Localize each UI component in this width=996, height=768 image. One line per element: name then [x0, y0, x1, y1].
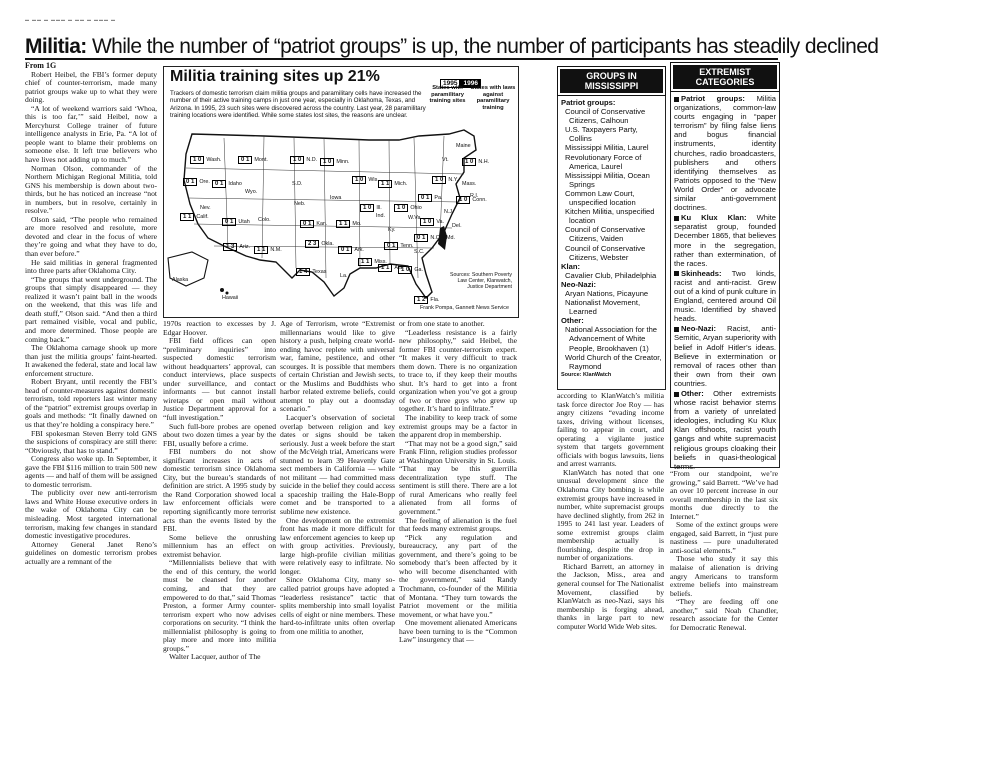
state-marker	[183, 170, 210, 188]
state-site-count: 1 1	[378, 264, 392, 272]
state-name: Ohio	[410, 205, 422, 211]
category-description: Two kinds, racist and anti-racist. Grew out of a kind of punk culture in England, centered around Oil music. Identified by shaved heads.	[674, 268, 776, 324]
state-name: W.Va.	[408, 215, 422, 221]
article-paragraph: “That may not be a good sign,” said Frank Flinn, religion studies professor at Washington University in St. Louis. “That may be this guerrilla decentralization type stuff. The sentiment is still there. There are a lot of rural Americans who really feel alienated from all forms of government.”	[399, 438, 517, 517]
bullet-square-icon	[674, 97, 679, 102]
state-marker	[414, 288, 439, 306]
article-paragraph: One movement alienated Americans have been turning to is the “Common Law” insurgency that —	[399, 618, 517, 645]
group-category-label: Neo-Nazi:	[561, 279, 597, 289]
group-item: World Church of the Creator, Raymond	[565, 352, 662, 371]
state-name: Ark.	[354, 247, 364, 253]
state-marker	[398, 258, 423, 276]
state-name: Wash.	[206, 157, 222, 163]
article-paragraph: Norman Olson, commander of the Northern Michigan Regional Militia, told GNS his membership is down about two-thirds, but he has noticed an increase “not in numbers, but in resolve, certainly in resolve.”	[25, 163, 157, 216]
article-paragraph: “From our standpoint, we’re growing,” said Barrett. “We’ve had an over 10 percent increase in our overall membership in the last six months due directly to the Internet.”	[670, 469, 778, 521]
article-column-1	[25, 62, 157, 566]
state-name: Ga.	[414, 267, 424, 273]
article-column-5	[557, 392, 664, 631]
bullet-square-icon	[674, 271, 679, 276]
state-site-count: 1 1	[378, 180, 392, 188]
state-site-count: 0 1	[222, 218, 236, 226]
state-marker	[384, 234, 414, 252]
state-marker	[352, 168, 379, 186]
article-paragraph: Walter Lacquer, author of The	[169, 652, 261, 662]
state-name: Ill.	[376, 205, 382, 211]
state-name: Mich.	[394, 181, 408, 187]
legend-laws: States with laws against paramilitary training	[470, 85, 516, 111]
state-name: Conn.	[472, 197, 487, 203]
group-item: Kitchen Militia, unspecified location	[565, 207, 655, 226]
state-marker	[212, 172, 242, 190]
state-name: Nev.	[200, 205, 211, 211]
group-item: Revolutionary Force of America, Laurel	[565, 152, 642, 171]
state-name: Ala.	[394, 265, 404, 271]
article-paragraph: “A lot of weekend warriors said ‘Whoa, this is too far,’” said Heibel, now a Mercyhurst College trainer of future intelligence analysts in Erie, Pa. “A lot of people want to blame their problems on someone else. It left true believers who have lives not adding up to much.”	[25, 103, 157, 165]
state-marker	[238, 148, 268, 166]
state-site-count: 0 1	[414, 234, 428, 242]
category-entry	[674, 269, 776, 324]
group-item: Mississippi Militia, Ocean Springs	[565, 170, 650, 189]
state-name: Kan.	[316, 221, 328, 227]
category-description: Racist, anti-Semitic, Aryan superiority with belief in Adolf Hitler’s ideas. Believe in extermination or removal of races other than their own from their own countries.	[674, 324, 776, 388]
article-paragraph: The inability to keep track of some extremist groups may be a factor in the apparent drop in membership.	[399, 413, 517, 440]
group-item: Cavalier Club, Philadelphia	[565, 270, 657, 280]
category-label: Ku Klux Klan:	[681, 213, 747, 223]
state-name: Wis.	[368, 177, 379, 183]
category-label: Other:	[681, 389, 704, 398]
state-marker	[330, 186, 341, 204]
group-item: Council of Conservative Citizens, Webster	[565, 243, 646, 262]
state-site-count: 1 0	[432, 176, 446, 184]
state-marker	[462, 150, 489, 168]
state-name: S.C.	[414, 249, 425, 255]
article-paragraph: according to KlanWatch’s militia task force director Joe Roy — has angry citizens “evading income taxes, driving without licenses, failing to appear in court, and operating a vigilante justice system that targets government officials with bogus lawsuits, liens and arrest warrants.	[557, 391, 664, 469]
state-site-count: 0 1	[418, 194, 432, 202]
state-site-count: 1 0	[462, 158, 476, 166]
article-column-2	[163, 320, 276, 662]
article-paragraph: The feeling of alienation is the fuel that feeds many extremist groups.	[399, 515, 517, 534]
mississippi-sidebar-title: GROUPS IN MISSISSIPPI	[558, 67, 665, 95]
group-item: U.S. Taxpayers Party, Collins	[565, 125, 638, 144]
map-credit: Frank Pompa, Gannett News Service	[420, 305, 509, 311]
state-site-count: 1 2	[414, 296, 428, 304]
state-name: N.H.	[478, 159, 490, 165]
state-site-count: 0 1	[212, 180, 226, 188]
state-name: N.C.	[430, 235, 442, 241]
state-name: Mont.	[254, 157, 268, 163]
mississippi-sidebar	[557, 66, 666, 390]
bullet-square-icon	[674, 392, 679, 397]
bullet-square-icon	[674, 216, 679, 221]
state-marker	[222, 286, 238, 304]
state-marker	[200, 196, 211, 214]
category-label: Skinheads:	[681, 268, 722, 278]
article-paragraph: “Leaderless resistance is a fairly new philosophy,” said Heibel, the former FBI counter-terrorism expert. “It makes it very difficult to track them down. There is no organization to trace to, if they keep their mouths shut. It’s hard to get into a front organization when you’ve got a group of two or three guys who grew up together. It’s hard to infiltrate.”	[399, 327, 517, 414]
state-site-count: 0 1	[183, 178, 197, 186]
state-name: Del.	[452, 223, 462, 229]
article-paragraph: KlanWatch has noted that one unusual development since the Oklahoma City bombing is while extremist groups have increased in number, white supremacist groups have declined slightly, from 262 in 1995 to 241 last year. Leaders of some extremist groups claim membership actually is flourishing, despite the drop in number of organizations.	[557, 467, 664, 563]
extremist-sidebar-title: EXTREMIST CATEGORIES	[671, 63, 779, 91]
legend-year-1995: 1995	[440, 79, 460, 88]
state-name: Md.	[446, 235, 455, 241]
state-site-count: 1 1	[358, 258, 372, 266]
article-paragraph: Robert Bryant, until recently the FBI’s head of counter-measures against domestic terrorism, told reporters last winter many of the “patriot” extremist groups overlap in goals and methods: “It finally dawned on us that they’re holding a conspiracy here.”	[25, 377, 157, 429]
article-paragraph: Robert Heibel, the FBI’s former deputy chief of counter-terrorism, made many patriot groups wake up to what they were doing.	[25, 69, 157, 105]
state-site-count: 1 0	[320, 158, 334, 166]
category-entry	[674, 324, 776, 388]
state-site-count: 2 3	[305, 240, 319, 248]
headline	[25, 35, 878, 59]
state-marker	[222, 210, 250, 228]
article-column-6	[670, 470, 778, 632]
state-marker	[432, 168, 458, 186]
article-paragraph: One development on the extremist front has made it more difficult for law enforcement agencies to keep up with group activities. Previously, large high-profile civilian militias were relatively easy to infiltrate. No longer.	[280, 515, 395, 576]
state-name: Mo.	[352, 221, 362, 227]
state-site-count: 1 1	[336, 220, 350, 228]
sidebar-source: Source: KlanWatch	[561, 371, 612, 378]
state-name: Minn.	[336, 159, 350, 165]
state-site-count: 1 0	[360, 204, 374, 212]
article-paragraph: Congress also woke up. In September, it gave the FBI $116 million to train 500 new agents — and half of them will be assigned to domestic terrorism.	[25, 454, 157, 489]
state-site-count: 1 0	[420, 218, 434, 226]
state-name: Idaho	[228, 181, 242, 187]
article-paragraph: FBI numbers do not show significant increases in acts of domestic terrorism since Oklahoma City, but the bureau’s standards of definition are strict. A 1995 study by the Rand Corporation showed local law enforcement officials were reporting significantly more terrorist acts than the events listed by the FBI.	[163, 447, 276, 534]
state-name: Maine	[456, 143, 471, 149]
headline-rule	[25, 58, 778, 60]
state-marker	[172, 268, 188, 286]
article-paragraph: Olson said, “The people who remained are more resolved and resolute, more devoted and clear in the focus of where they’re going and what they have to do, than ever before.”	[25, 214, 157, 259]
group-category-label: Patriot groups:	[561, 98, 616, 107]
state-name: Calif.	[196, 214, 209, 220]
map-title: Militia training sites up 21%	[170, 68, 380, 85]
state-name: N.D.	[306, 157, 318, 163]
state-marker	[446, 226, 455, 244]
state-marker	[290, 148, 317, 166]
state-marker	[408, 206, 422, 224]
map-source: Sources: Southern Poverty Law Center, Klanwatch, Justice Department	[450, 272, 512, 290]
state-name: N.Y.	[448, 177, 459, 183]
state-marker	[190, 148, 221, 166]
article-column-4	[399, 320, 517, 645]
group-item: Council of Conservative Citizens, Calhoun	[565, 107, 646, 126]
group-category-label: Other:	[561, 316, 584, 326]
group-item: Mississippi Militia, Laurel	[565, 143, 649, 153]
group-item: Nationalist Movement, Learned	[565, 298, 641, 317]
article-paragraph: Those who study it say this malaise of alienation is driving angry Americans to transform extreme beliefs into mainstream beliefs.	[670, 554, 778, 598]
extremist-sidebar-body	[671, 91, 779, 471]
map-intro: Trackers of domestic terrorism claim militia groups and paramilitary cells have increased the number of their active training camps in just one year, especially in Oklahoma, Texas, and Arizona. In 1995, 23 such sites were discovered across the country. Last year, 28 paramilitary training locations were identified. While some states lost sites, the reasons are unclear.	[170, 90, 426, 119]
article-paragraph: “Millennialists believe that with the end of this century, the world must be cleansed for another coming, and that they are empowered to do that,” said Thomas Preston, a former Army counter-terrorism expert who now advises corporations on security. “I think the millennialist philosophy is going to play more and more into militia groups.”	[163, 558, 276, 653]
state-name: Hawaii	[222, 295, 239, 301]
group-item: Council of Conservative Citizens, Vaiden	[565, 225, 646, 244]
group-item: Common Law Court, unspecified location	[565, 188, 636, 208]
state-name: Ky.	[388, 227, 396, 233]
extremist-categories-sidebar	[670, 62, 780, 471]
article-paragraph: Attorney General Janet Reno’s guidelines on domestic terrorism probes actually are a remnant of the	[25, 539, 157, 566]
state-name: Utah	[238, 219, 250, 225]
legend-training-sites: States with paramilitary training sites	[429, 85, 466, 104]
state-marker	[414, 226, 441, 244]
state-name: Tenn.	[400, 243, 414, 249]
jump-from: From 1G	[25, 61, 57, 70]
state-marker	[223, 235, 250, 253]
state-name: Ariz.	[239, 244, 251, 250]
state-name: La.	[340, 273, 348, 279]
article-paragraph: or from one state to another.	[399, 319, 485, 328]
state-marker	[376, 204, 385, 222]
state-marker	[336, 212, 361, 230]
category-entry	[674, 213, 776, 268]
article-paragraph: Age of Terrorism, wrote “Extremist millennarians would like to give history a push, helping create world-ending havoc replete with universal war, famine, pestilence, and other scourges. It is possible that members of certain Christian and Jewish sects, or the Muslims and Buddhists who harbor related extreme beliefs, could attempt to play out a doomsday scenario.”	[280, 319, 395, 414]
state-name: Colo.	[258, 217, 271, 223]
category-label: Patriot groups:	[681, 94, 745, 103]
state-site-count: 1 0	[352, 176, 366, 184]
state-name: Pa.	[434, 195, 443, 201]
state-site-count: 1 1	[254, 246, 268, 254]
state-name: Ore.	[199, 179, 210, 185]
article-paragraph: FBI spokesman Steven Berry told GNS the suspicions of conspiracy are still there: “Obviously, that has to stand.”	[25, 428, 157, 455]
article-paragraph: “Pick any regulation and bureaucracy, any part of the government, and there’s going to be somebody that’s been affected by it who will become disenchanted with the government,” said Randy Trochmann, co-founder of the Militia of Montana. “They turn towards the Patriot movement or the militia movement, or what have you.”	[399, 532, 517, 619]
state-site-count: 0 1	[384, 242, 398, 250]
state-marker	[456, 188, 487, 206]
article-paragraph: Such full-bore probes are opened about two dozen times a year by the FBI, usually before a crime.	[163, 421, 276, 448]
state-site-count: 1 1	[180, 213, 194, 221]
article-paragraph: “The groups that went underground. The groups that simply disappeared — they realized it wasn’t paint ball in the woods on the weekend, that this was life and death stuff,” Olson said. “And then a third part remained visible, vocal and public, and more determined. Those people are coming back.”	[25, 274, 157, 344]
mississippi-sidebar-body	[558, 95, 665, 380]
state-name: Wyo.	[245, 189, 258, 195]
group-category-label: Klan:	[561, 261, 580, 271]
state-marker	[245, 180, 257, 198]
state-name: Fla.	[430, 297, 440, 303]
state-site-count: 0 1	[300, 220, 314, 228]
article-paragraph: FBI field offices can open “preliminary inquiries” into suspected domestic terrorism without headquarters’ approval, can conduct interviews, place suspects under surveillance, and contact informants — but cannot install wiretaps or open mail without Justice Department approval for a “full investigation.”	[163, 336, 276, 423]
headline-lead: Militia:	[25, 35, 87, 58]
article-paragraph: Some of the extinct groups were engaged, said Barrett, in “just pure nastiness — pure unadulterated anti-social elements.”	[670, 520, 778, 555]
state-marker	[378, 172, 407, 190]
state-marker	[296, 260, 326, 278]
state-name: Ind.	[376, 213, 385, 219]
state-name: Alaska	[172, 277, 189, 283]
article-paragraph: Richard Barrett, an attorney in the Jackson, Miss., area and general counsel for The Nationalist Movement, classified by KlanWatch as neo-Nazi, says his membership is forging ahead, thanks in large part to new computer World Wide Web sites.	[557, 561, 664, 631]
category-description: Other extremists whose racist behavior stems from a variety of unrelated ideologies, including Ku Klux Klan offshoots, racist youth gangs and white supremacist religious groups cloaking their beliefs in quasi-theological terms.	[674, 389, 776, 471]
state-name: Miss.	[374, 259, 387, 265]
state-name: Vt.	[442, 157, 449, 163]
state-marker	[305, 232, 334, 250]
bullet-square-icon	[674, 327, 679, 332]
state-site-count: 1 0	[398, 266, 412, 274]
article-paragraph: He said militias in general fragmented into three parts after Oklahoma City.	[25, 257, 157, 276]
category-description: Militia organizations, common-law courts engaging in “paper terrorism” by filing false liens and bogus financial instruments, identity churches, radio broadcasters, publishers and others identifying themselves as Patriots opposed to the “New World Order” or advocate similar anti-government doctrines.	[674, 94, 776, 213]
state-marker	[254, 238, 282, 256]
group-item: Aryan Nations, Picayune	[565, 288, 649, 298]
state-site-count: 1 0	[290, 156, 304, 164]
state-marker	[294, 192, 305, 210]
legend-year-1996: 1996	[460, 79, 480, 88]
state-marker	[418, 186, 442, 204]
state-name: N.M.	[270, 247, 282, 253]
state-site-count: 0 1	[238, 156, 252, 164]
article-paragraph: “They are feeding off one another,” said Noah Chandler, research associate for the Center for Democratic Renewal.	[670, 597, 778, 632]
article-paragraph: The Oklahoma carnage shook up more than just the militia groups’ faint-hearted. It awakened the federal, state and local law enforcement structure.	[25, 343, 157, 378]
category-description: White separatist group, founded December 1865, that believes more in the segregation, rather than extermination, of the races.	[674, 213, 776, 268]
category-entry	[674, 94, 776, 212]
category-entry	[674, 389, 776, 471]
state-marker	[442, 148, 449, 166]
state-site-count: 0 1	[338, 246, 352, 254]
state-site-count: 1 4	[296, 268, 310, 276]
article-paragraph: 1970s reaction to excesses by J. Edgar Hoover.	[163, 319, 276, 337]
state-name: Iowa	[330, 195, 342, 201]
state-name: Texas	[312, 269, 327, 275]
state-site-count: 1 0	[394, 204, 408, 212]
state-site-count: 1 0	[456, 196, 470, 204]
state-marker	[320, 150, 350, 168]
masthead-strip: ▬ ▬▬ ▬ ▬▬▬ ▬ ▬▬ ▬ ▬▬▬ ▬	[25, 17, 116, 22]
article-paragraph: Some believe the onrushing millennium has an effect on extremist behavior.	[163, 532, 276, 559]
state-site-count: 1 3	[223, 243, 237, 251]
state-name: Neb.	[294, 201, 306, 207]
article-column-3	[280, 320, 395, 636]
group-item: National Association for the Advancement of White People, Brookhaven (1)	[565, 325, 658, 353]
state-name: R.I.	[470, 193, 479, 199]
article-paragraph: The publicity over new anti-terrorism laws and White House executive orders in the wake of Oklahoma City can be misleading. Most targeted international terrorism, making few changes in standard domestic investigative procedures.	[25, 488, 157, 541]
category-label: Neo-Nazi:	[681, 324, 717, 334]
state-name: Mass.	[462, 181, 477, 187]
state-marker	[292, 172, 302, 190]
article-paragraph: Since Oklahoma City, many so-called patriot groups have adopted a “leaderless resistance” tactic that splits membership into small loyalist cells of eight or nine members. These hard-to-infiltrate units often overlap from one militia to another,	[280, 575, 395, 636]
article-paragraph: Lacquer’s observation of societal overlap between religion and key dates or signs should be taken seriously. Just a week before the start of the McVeigh trial, Americans were stunned to learn 39 Heavenly Gate sect members in California — while not militant — had committed mass suicide in the belief they could access a spaceship trailing the Hale-Bopp comet and be transported to a sublime new existence.	[280, 413, 395, 517]
state-marker	[340, 264, 348, 282]
state-site-count: 1 0	[190, 156, 204, 164]
state-marker	[420, 210, 444, 228]
state-name: Va.	[436, 219, 445, 225]
state-marker	[258, 208, 271, 226]
state-name: Okla.	[321, 241, 334, 247]
state-marker	[300, 212, 327, 230]
state-name: S.D.	[292, 181, 303, 187]
headline-rest: While the number of “patriot groups” is up, the number of participants has steadily declined	[86, 35, 879, 58]
state-name: N.J.	[444, 209, 454, 215]
